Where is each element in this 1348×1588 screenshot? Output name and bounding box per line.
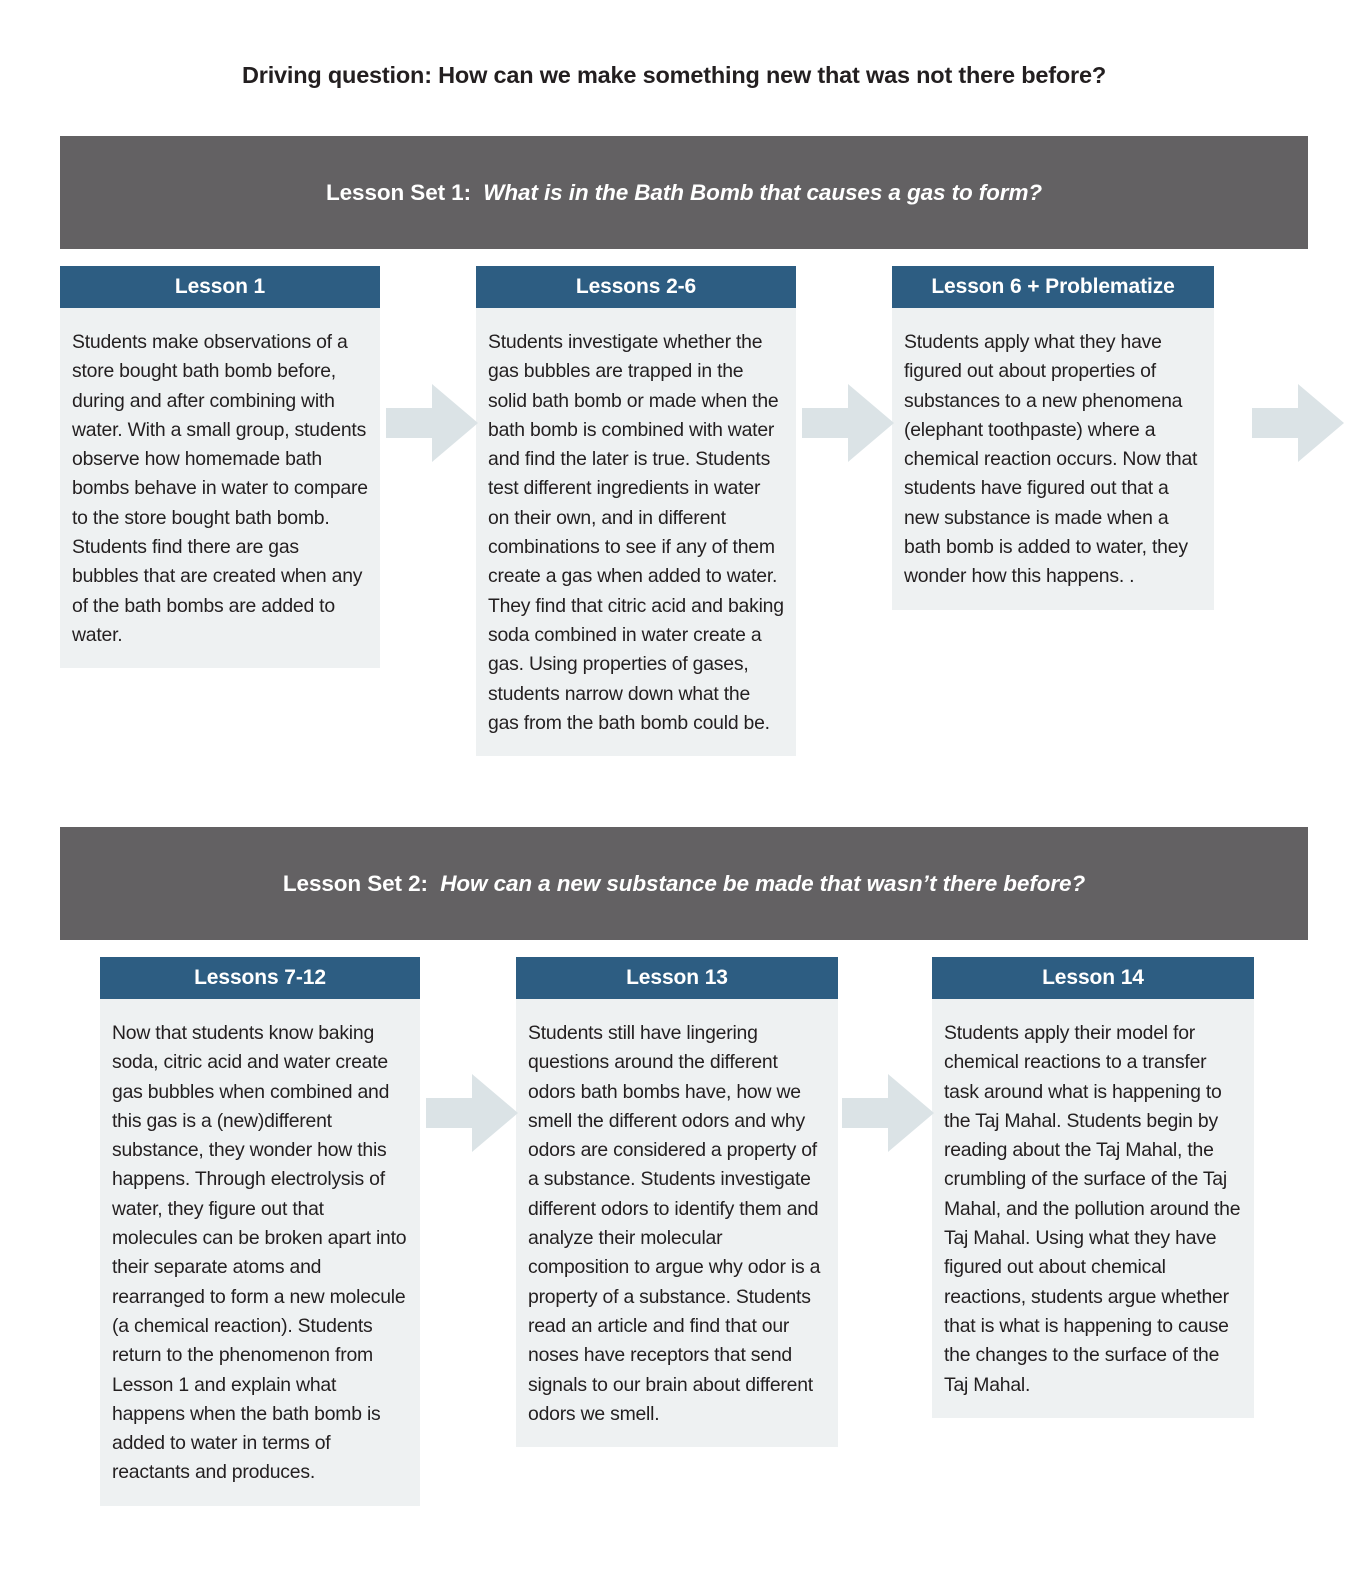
lesson-card-title: Lesson 14 (932, 957, 1254, 999)
lesson-card-body: Students investigate whether the gas bubbles are trapped in the solid bath bomb or made when the bath bomb is combined with water and find the later is true. Students test different ingredients in water on their own, and in different combinations to see if any of them create a gas when added to water. They find that citric acid and baking soda combined in water create a gas. Using properties of gases, students narrow down what the gas from the bath bomb could be. (476, 308, 796, 756)
arrow-right-icon (1252, 382, 1348, 464)
lesson-card-title: Lesson 13 (516, 957, 838, 999)
lesson-set-1-question: What is in the Bath Bomb that causes a gas to form? (483, 179, 1043, 205)
lesson-card-lessons-7-12[interactable] (100, 957, 420, 1506)
lesson-card-body: Students apply what they have figured out about properties of substances to a new phenomena (elephant toothpaste) where a chemical reaction occurs. Now that students have figured out that a new substance is made when a bath bomb is added to water, they wonder how this happens. . (892, 308, 1214, 610)
lesson-card-title: Lessons 7-12 (100, 957, 420, 999)
lesson-card-lessons-2-6[interactable] (476, 266, 796, 756)
lesson-card-title: Lessons 2-6 (476, 266, 796, 308)
lesson-card-lesson-13[interactable] (516, 957, 838, 1447)
lesson-card-body: Now that students know baking soda, citric acid and water create gas bubbles when combined and this gas is a (new)different substance, they wonder how this happens. Through electrolysis of water, they figure out that molecules can be broken apart into their separate atoms and rearranged to form a new molecule (a chemical reaction). Students return to the phenomenon from Lesson 1 and explain what happens when the bath bomb is added to water in terms of reactants and produces. (100, 999, 420, 1506)
arrow-right-icon (842, 1072, 934, 1154)
lesson-card-lesson-6-problematize[interactable] (892, 266, 1214, 610)
lesson-set-1-label: Lesson Set 1: (325, 179, 471, 205)
lesson-card-lesson-1[interactable] (60, 266, 380, 668)
lesson-set-2-label: Lesson Set 2: (282, 870, 428, 896)
arrow-right-icon (426, 1072, 518, 1154)
lesson-set-1-banner-text (326, 180, 1042, 206)
lesson-card-body: Students make observations of a store bought bath bomb before, during and after combining with water. With a small group, students observe how homemade bath bombs behave in water to compare to the store bought bath bomb. Students find there are gas bubbles that are created when any of the bath bombs are added to water. (60, 308, 380, 668)
lesson-set-2-banner (60, 827, 1308, 940)
lesson-card-title: Lesson 1 (60, 266, 380, 308)
arrow-right-icon (802, 382, 894, 464)
lesson-set-2-banner-text (283, 871, 1085, 897)
lesson-set-1-banner (60, 136, 1308, 249)
lesson-set-2-question: How can a new substance be made that wasn’t there before? (440, 870, 1086, 896)
lesson-card-lesson-14[interactable] (932, 957, 1254, 1418)
lesson-card-title: Lesson 6 + Problematize (892, 266, 1214, 308)
driving-question: Driving question: How can we make something new that was not there before? (242, 62, 1106, 88)
arrow-right-icon (386, 382, 478, 464)
lesson-card-body: Students still have lingering questions around the different odors bath bombs have, how we smell the different odors and why odors are considered a property of a substance. Students investigate different odors to identify them and analyze their molecular composition to argue why odor is a property of a substance. Students read an article and find that our noses have receptors that send signals to our brain about different odors we smell. (516, 999, 838, 1447)
lesson-card-body: Students apply their model for chemical reactions to a transfer task around what is happening to the Taj Mahal. Students begin by reading about the Taj Mahal, the crumbling of the surface of the Taj Mahal, and the pollution around the Taj Mahal. Using what they have figured out about chemical reactions, students argue whether that is what is happening to cause the changes to the surface of the Taj Mahal. (932, 999, 1254, 1418)
